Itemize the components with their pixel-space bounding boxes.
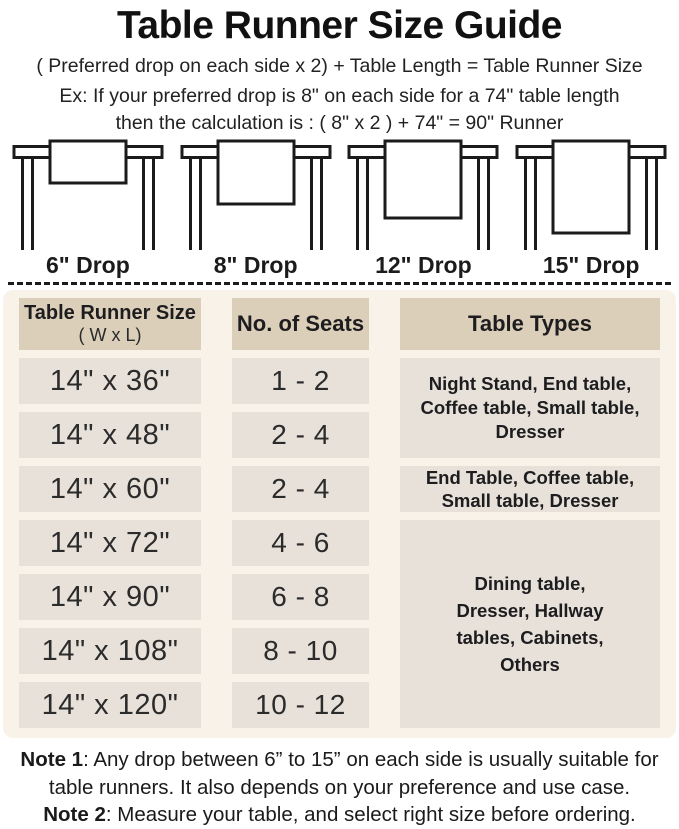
drop-illustration-6 [4,138,172,279]
size-cell-14x72 [19,520,201,566]
size-value: 14" x 120" [41,688,179,721]
seats-cell-row7 [232,682,369,728]
type-text: Dining table, Dresser, Hallway tables, Cabinets, Others [456,573,604,675]
drop-illustration-15 [507,138,675,279]
seats-value: 8 - 10 [263,635,338,666]
header-table-types [400,298,660,350]
page-title: Table Runner Size Guide [116,4,563,47]
type-cell-large-tables [400,520,660,728]
size-cell-14x36 [19,358,201,404]
header-table-types-label: Table Types [468,311,592,336]
dashed-divider [8,282,671,285]
type-cell-medium-tables [400,466,660,512]
size-cell-14x90 [19,574,201,620]
table-runner-diagram-8-drop [180,138,332,250]
seats-cell-row1 [232,358,369,404]
table-runner-diagram-12-drop [347,138,499,250]
drop-label-12: 12" Drop [375,252,472,278]
drop-illustration-8 [172,138,340,279]
type-text: End Table, Coffee table, Small table, Dresser [425,467,635,511]
seats-value: 10 - 12 [255,689,346,720]
seats-cell-row4 [232,520,369,566]
seats-value: 2 - 4 [271,419,330,450]
size-guide-table [3,290,676,738]
size-value: 14" x 60" [49,472,171,505]
size-value: 14" x 108" [41,634,179,667]
seats-value: 1 - 2 [271,365,330,396]
drop-label-15: 15" Drop [542,252,640,278]
seats-value: 4 - 6 [271,527,330,558]
size-cell-14x108 [19,628,201,674]
size-value: 14" x 48" [49,418,171,451]
size-value: 14" x 72" [49,526,171,559]
note-1 [0,746,679,801]
note-2 [0,801,679,829]
note-2-label: Note 2 [43,803,106,826]
size-value: 14" x 36" [49,364,171,397]
seats-cell-row3 [232,466,369,512]
drop-illustrations [0,138,679,279]
example-text [0,83,679,136]
formula-text: ( Preferred drop on each side x 2) + Table Length = Table Runner Size [36,55,643,77]
header-seats [232,298,369,350]
drop-label-6: 6" Drop [46,252,130,278]
header-runner-size [19,298,201,350]
drop-illustration-12 [340,138,508,279]
note-1-label: Note 1 [20,748,84,771]
seats-value: 6 - 8 [271,581,330,612]
table-runner-diagram-6-drop [12,138,164,250]
seats-cell-row2 [232,412,369,458]
note-2-text: : Measure your table, and select right size before ordering. [105,803,636,826]
type-text: Night Stand, End table, Coffee table, Small table, Dresser [420,373,640,442]
size-cell-14x60 [19,466,201,512]
size-cell-14x48 [19,412,201,458]
header-runner-size-sub: ( W x L) [78,325,142,345]
table-runner-diagram-15-drop [515,138,667,250]
note-1-text: : Any drop between 6” to 15” on each side is usually suitable for table runners. It also depends on your preference and use case. [48,748,659,799]
seats-value: 2 - 4 [271,473,330,504]
seats-cell-row6 [232,628,369,674]
size-cell-14x120 [19,682,201,728]
drop-label-8: 8" Drop [213,252,298,278]
example-line2: then the calculation is : ( 8" x 2 ) + 74" = 90" Runner [115,111,564,134]
size-value: 14" x 90" [49,580,171,613]
example-line1: Ex: If your preferred drop is 8" on each side for a 74" table length [59,85,620,107]
header-runner-size-title: Table Runner Size [24,302,196,324]
notes [0,746,679,829]
header-seats-label: No. of Seats [236,311,365,336]
seats-cell-row5 [232,574,369,620]
type-cell-small-tables [400,358,660,458]
